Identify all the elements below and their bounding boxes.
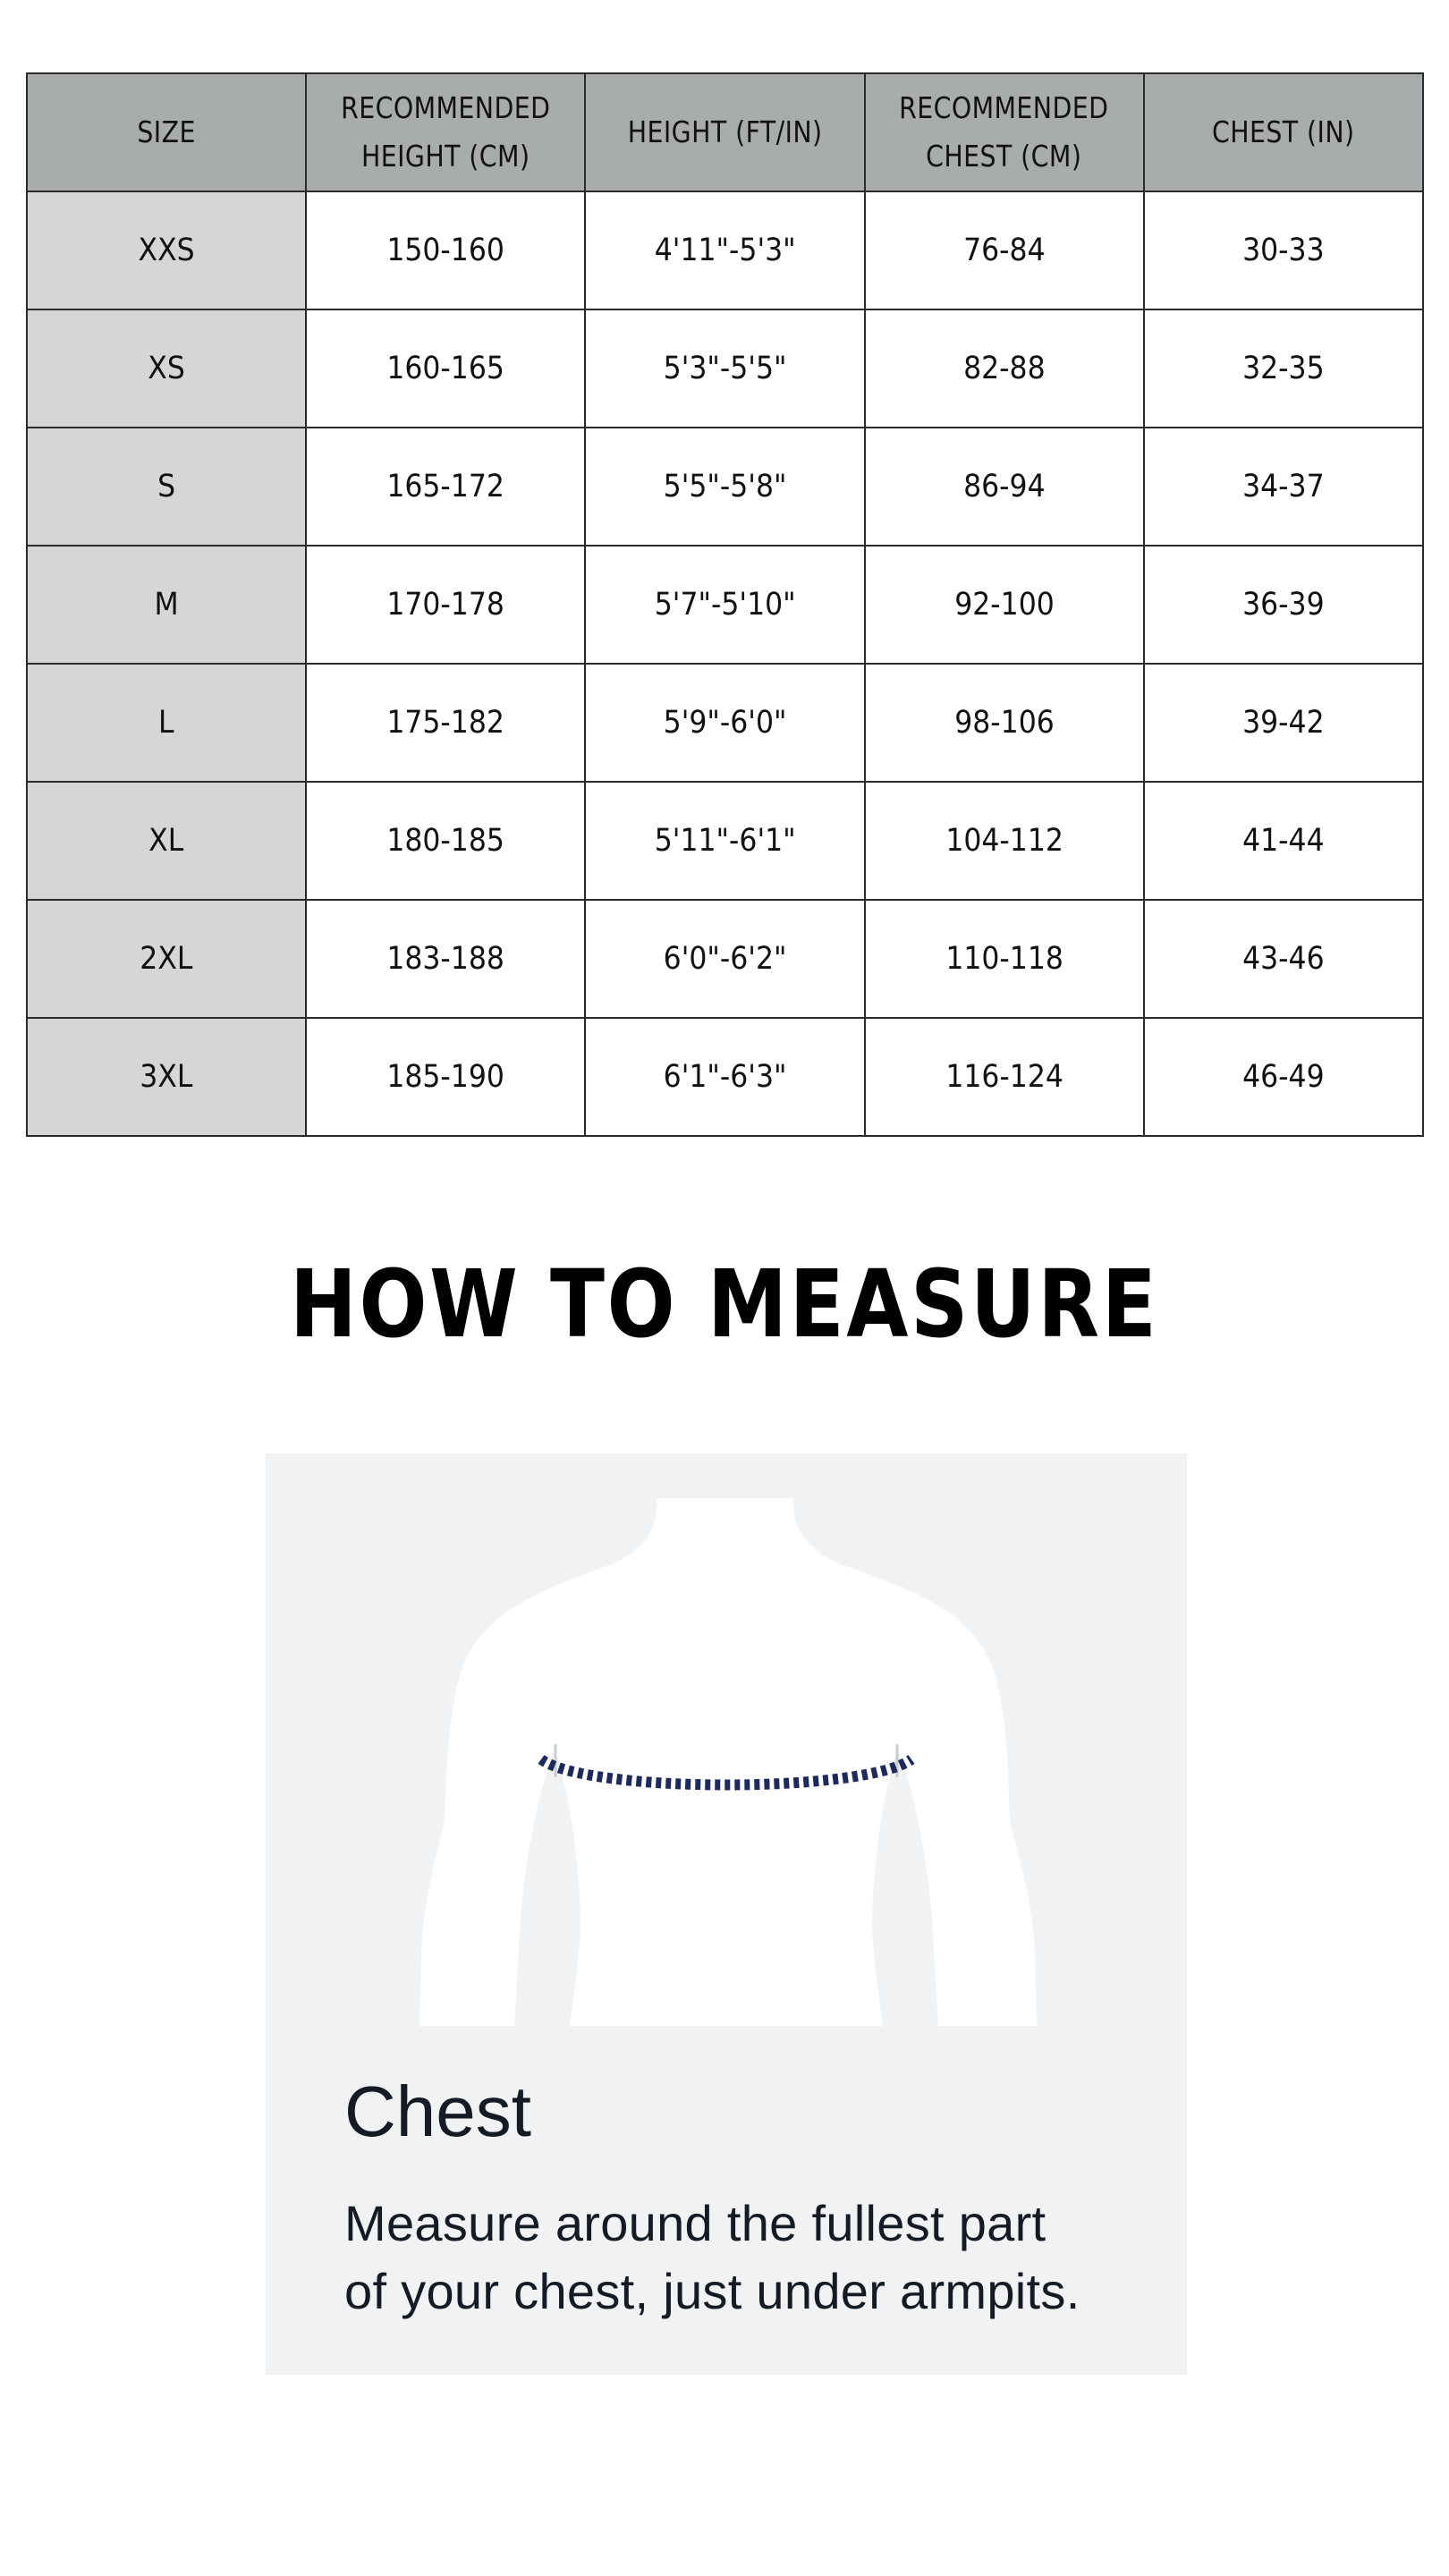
height-ft-in-value: 5'9"-6'0" [663, 705, 787, 741]
chest-cm-value: 116-124 [945, 1059, 1063, 1095]
chest-in-value: 46-49 [1242, 1059, 1325, 1095]
table-cell [306, 900, 585, 1018]
header-recommended-chest-cm-label: RECOMMENDED CHEST (CM) [899, 90, 1109, 174]
chest-in-value: 34-37 [1242, 469, 1325, 504]
table-cell [585, 546, 864, 664]
size-cell [27, 428, 306, 546]
table-cell [585, 664, 864, 782]
chest-in-value: 30-33 [1242, 233, 1325, 268]
header-chest-in [1144, 73, 1423, 191]
size-cell [27, 782, 306, 900]
table-cell [585, 900, 864, 1018]
torso-silhouette [419, 1498, 1037, 2026]
table-row [27, 546, 1423, 664]
size-label: XS [148, 351, 185, 386]
header-recommended-height-cm-label: RECOMMENDED HEIGHT (CM) [341, 90, 551, 174]
height-ft-in-value: 5'3"-5'5" [663, 351, 787, 386]
size-label: L [158, 705, 174, 741]
table-row [27, 782, 1423, 900]
table-row [27, 664, 1423, 782]
size-cell [27, 546, 306, 664]
table-cell [585, 309, 864, 428]
card-description-line-1: Measure around the fullest part [344, 2195, 1046, 2251]
how-to-measure-heading-text: HOW TO MEASURE [290, 1250, 1159, 1359]
table-cell [865, 309, 1144, 428]
table-row [27, 191, 1423, 309]
size-label: S [157, 469, 176, 504]
header-height-ft-in [585, 73, 864, 191]
size-cell [27, 309, 306, 428]
height-ft-in-value: 4'11"-5'3" [654, 233, 796, 268]
height-ft-in-value: 5'5"-5'8" [663, 469, 787, 504]
height-ft-in-value: 6'0"-6'2" [663, 941, 787, 977]
chest-in-value: 39-42 [1242, 705, 1325, 741]
height-ft-in-value: 5'11"-6'1" [654, 823, 796, 859]
table-cell [1144, 664, 1423, 782]
size-cell [27, 1018, 306, 1136]
header-size [27, 73, 306, 191]
table-cell [1144, 900, 1423, 1018]
table-cell [306, 1018, 585, 1136]
table-cell [865, 1018, 1144, 1136]
height-cm-value: 180-185 [386, 823, 505, 859]
header-size-label: SIZE [137, 114, 196, 149]
height-ft-in-value: 5'7"-5'10" [654, 587, 796, 623]
table-cell [306, 782, 585, 900]
table-cell [1144, 1018, 1423, 1136]
table-row [27, 428, 1423, 546]
size-label: 2XL [140, 941, 193, 977]
chest-in-value: 32-35 [1242, 351, 1325, 386]
height-cm-value: 175-182 [386, 705, 505, 741]
card-title: Chest [344, 2072, 531, 2151]
table-cell [306, 309, 585, 428]
chest-in-value: 43-46 [1242, 941, 1325, 977]
table-cell [1144, 782, 1423, 900]
table-cell [306, 191, 585, 309]
size-chart-table [26, 72, 1424, 1137]
table-row [27, 309, 1423, 428]
table-cell [585, 428, 864, 546]
size-label: XL [148, 823, 184, 859]
chest-measure-card [266, 1453, 1187, 2375]
chest-cm-value: 86-94 [962, 469, 1046, 504]
chest-cm-value: 98-106 [953, 705, 1055, 741]
table-cell [865, 664, 1144, 782]
size-cell [27, 900, 306, 1018]
chest-in-value: 36-39 [1242, 587, 1325, 623]
height-cm-value: 183-188 [386, 941, 505, 977]
table-cell [306, 428, 585, 546]
size-label: M [154, 587, 179, 623]
size-cell [27, 664, 306, 782]
table-cell [306, 664, 585, 782]
table-header-row [27, 73, 1423, 191]
height-ft-in-value: 6'1"-6'3" [663, 1059, 787, 1095]
table-cell [1144, 309, 1423, 428]
table-cell [1144, 428, 1423, 546]
table-cell [865, 900, 1144, 1018]
chest-cm-value: 104-112 [945, 823, 1063, 859]
table-cell [1144, 546, 1423, 664]
chest-cm-value: 76-84 [962, 233, 1046, 268]
table-row [27, 1018, 1423, 1136]
height-cm-value: 165-172 [386, 469, 505, 504]
table-cell [306, 546, 585, 664]
header-height-ft-in-label: HEIGHT (FT/IN) [627, 114, 823, 149]
table-cell [865, 428, 1144, 546]
height-cm-value: 150-160 [386, 233, 505, 268]
header-recommended-height-cm [306, 73, 585, 191]
card-description-line-2: of your chest, just under armpits. [344, 2263, 1080, 2319]
table-cell [865, 191, 1144, 309]
table-cell [585, 782, 864, 900]
size-cell [27, 191, 306, 309]
chest-cm-value: 92-100 [953, 587, 1055, 623]
height-cm-value: 170-178 [386, 587, 505, 623]
table-cell [865, 782, 1144, 900]
header-chest-in-label: CHEST (IN) [1212, 114, 1355, 149]
table-cell [585, 191, 864, 309]
size-label: XXS [138, 233, 195, 268]
table-cell [1144, 191, 1423, 309]
how-to-measure-heading [0, 1250, 1449, 1358]
table-row [27, 900, 1423, 1018]
height-cm-value: 185-190 [386, 1059, 505, 1095]
table-cell [865, 546, 1144, 664]
header-recommended-chest-cm [865, 73, 1144, 191]
table-cell [585, 1018, 864, 1136]
card-description [344, 2190, 1149, 2326]
size-label: 3XL [140, 1059, 193, 1095]
torso-chest-measurement-illustration [266, 1453, 1187, 2026]
height-cm-value: 160-165 [386, 351, 505, 386]
chest-in-value: 41-44 [1242, 823, 1325, 859]
chest-cm-value: 110-118 [945, 941, 1063, 977]
chest-cm-value: 82-88 [962, 351, 1046, 386]
